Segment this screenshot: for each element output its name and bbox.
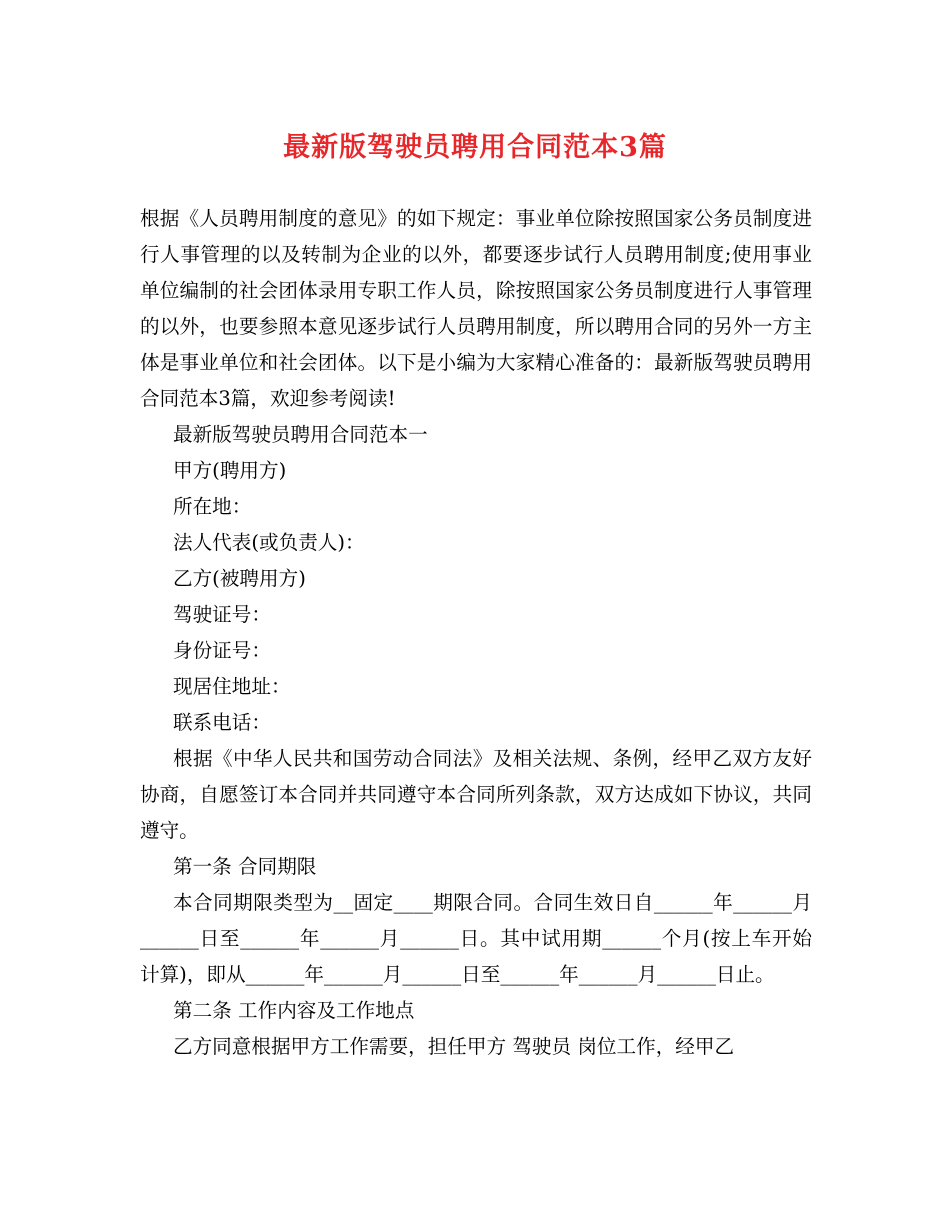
paragraph: 所在地： (173, 495, 252, 518)
section-heading: 第二条 工作内容及工作地点 (173, 999, 415, 1022)
paragraph: 现居住地址： (173, 675, 291, 698)
paragraph: 甲方(聘用方) (173, 459, 287, 482)
paragraph: 驾驶证号： (173, 603, 271, 626)
paragraph: 本合同期限类型为__固定____期限合同。合同生效日自______年______月______日至______年______月______日。其中试用期______个月(按上车开始计算)，即从______年______月______日至______年______月______日止。 (140, 891, 812, 986)
paragraph: 乙方(被聘用方) (173, 567, 306, 590)
paragraph: 最新版驾驶员聘用合同范本一 (173, 423, 428, 446)
section-heading: 第一条 合同期限 (173, 855, 317, 878)
document-body (140, 201, 812, 1065)
paragraph: 联系电话： (173, 711, 271, 734)
paragraph: 根据《人员聘用制度的意见》的如下规定：事业单位除按照国家公务员制度进行人事管理的以及转制为企业的以外，都要逐步试行人员聘用制度;使用事业单位编制的社会团体录用专职工作人员，除按照国家公务员制度进行人事管理的以外，也要参照本意见逐步试行人员聘用制度，所以聘用合同的另外一方主体是事业单位和社会团体。以下是小编为大家精心准备的：最新版驾驶员聘用合同范本3篇，欢迎参考阅读! (140, 207, 812, 410)
paragraph: 法人代表(或负责人)： (173, 531, 365, 554)
paragraph: 根据《中华人民共和国劳动合同法》及相关法规、条例，经甲乙双方友好协商，自愿签订本合同并共同遵守本合同所列条款，双方达成如下协议，共同遵守。 (140, 747, 812, 842)
document-title: 最新版驾驶员聘用合同范本3篇 (283, 132, 667, 163)
paragraph: 乙方同意根据甲方工作需要，担任甲方 驾驶员 岗位工作，经甲乙 (173, 1035, 735, 1058)
paragraph: 身份证号： (173, 639, 271, 662)
